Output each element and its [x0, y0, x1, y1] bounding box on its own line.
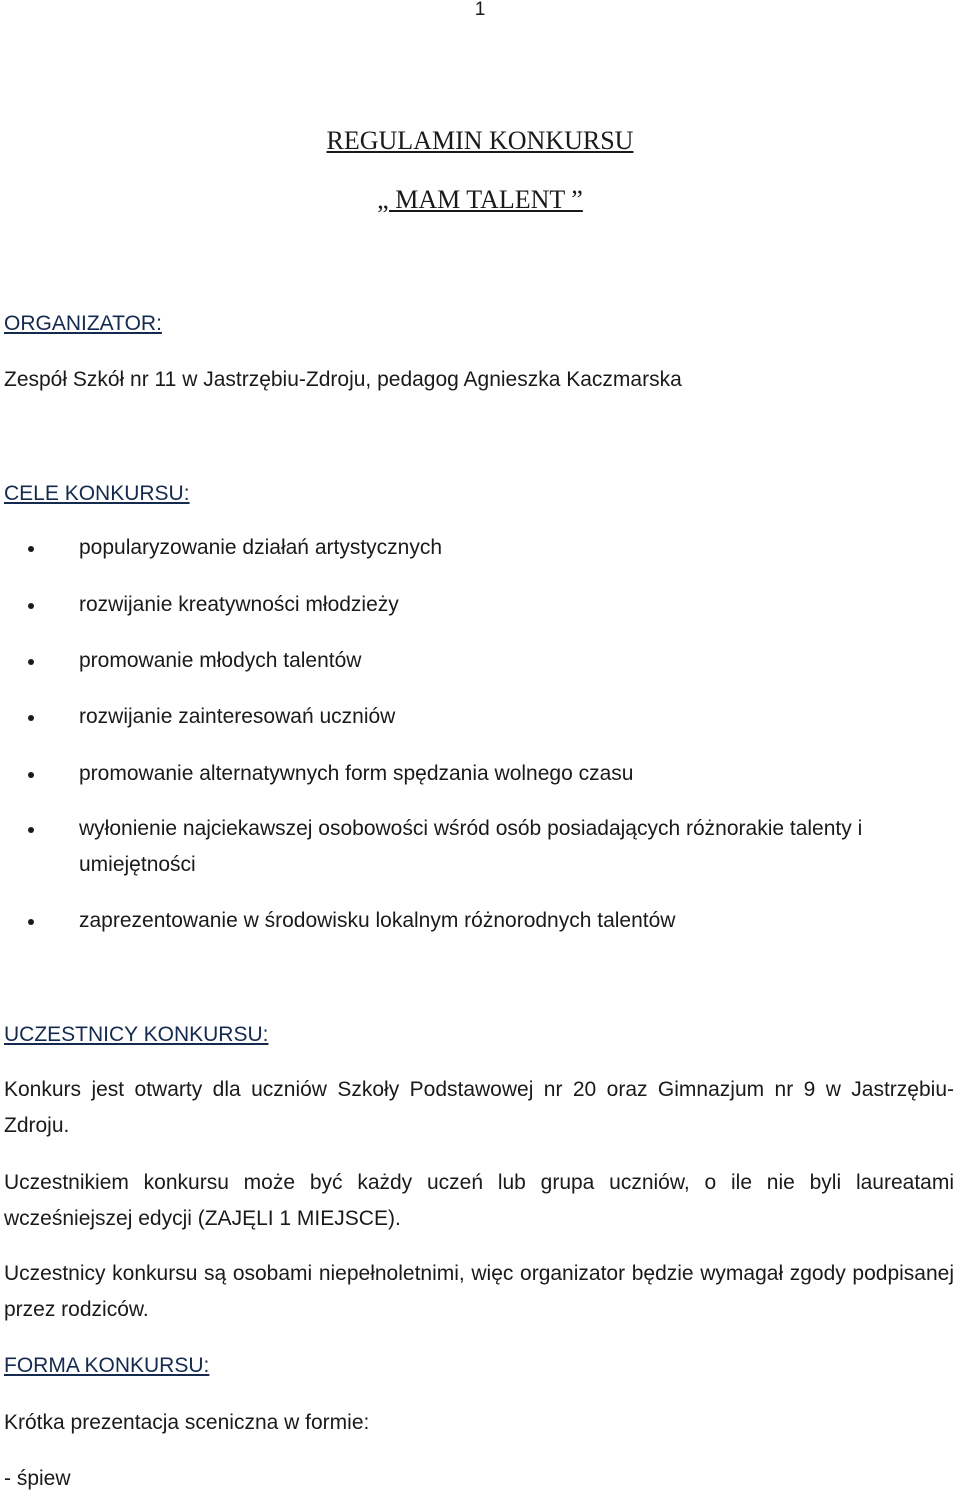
bullet-icon: [28, 659, 34, 665]
participants-heading: UCZESTNICY KONKURSU:: [4, 1023, 269, 1046]
goal-item: [42, 643, 942, 679]
goal-item: [42, 756, 942, 792]
document-subtitle: „ MAM TALENT ”: [377, 185, 583, 214]
form-intro: Krótka prezentacja sceniczna w formie:: [4, 1411, 370, 1434]
goal-item: [42, 530, 942, 566]
page-number: 1: [474, 0, 486, 20]
bullet-icon: [28, 772, 34, 778]
participants-paragraph: Uczestnicy konkursu są osobami niepełnoletnimi, więc organizator będzie wymagał zgody podpisanej przez rodziców.: [4, 1262, 954, 1321]
goal-item: [42, 587, 942, 623]
form-item: - śpiew: [4, 1467, 71, 1490]
goal-item: [42, 903, 942, 939]
bullet-icon: [28, 827, 34, 833]
participants-paragraph: Uczestnikiem konkursu może być każdy uczeń lub grupa uczniów, o ile nie byli laureatami wcześniejszej edycji (ZAJĘLI 1 MIEJSCE).: [4, 1171, 954, 1230]
goal-item-text: wyłonienie najciekawszej osobowości wśród osób posiadających różnorakie talenty i umiejętności: [79, 817, 863, 876]
goal-item-text: promowanie alternatywnych form spędzania wolnego czasu: [79, 762, 634, 785]
participants-paragraph: Konkurs jest otwarty dla uczniów Szkoły Podstawowej nr 20 oraz Gimnazjum nr 9 w Jastrzębiu-Zdroju.: [4, 1078, 954, 1137]
document-title: REGULAMIN KONKURSU: [326, 126, 634, 155]
goal-item-text: promowanie młodych talentów: [79, 649, 362, 672]
bullet-icon: [28, 715, 34, 721]
goal-item-text: rozwijanie kreatywności młodzieży: [79, 593, 399, 616]
goal-item: [42, 811, 942, 883]
goal-item: [42, 699, 942, 735]
organizer-heading: ORGANIZATOR:: [4, 312, 162, 335]
bullet-icon: [28, 546, 34, 552]
bullet-icon: [28, 919, 34, 925]
goal-item-text: rozwijanie zainteresowań uczniów: [79, 705, 396, 728]
organizer-text: Zespół Szkół nr 11 w Jastrzębiu-Zdroju, pedagog Agnieszka Kaczmarska: [4, 368, 682, 391]
goals-heading: CELE KONKURSU:: [4, 482, 190, 505]
bullet-icon: [28, 603, 34, 609]
goal-item-text: popularyzowanie działań artystycznych: [79, 536, 443, 559]
form-heading: FORMA KONKURSU:: [4, 1354, 210, 1377]
goal-item-text: zaprezentowanie w środowisku lokalnym różnorodnych talentów: [79, 909, 676, 932]
